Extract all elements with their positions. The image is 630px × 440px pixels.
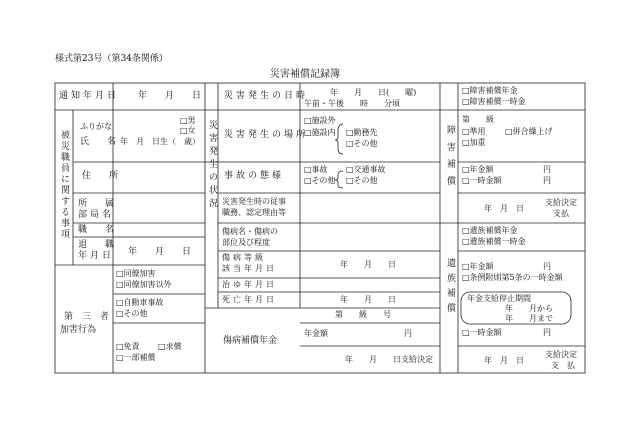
disability-annual-checkbox[interactable]: □年金額 bbox=[462, 165, 494, 174]
bereaved-lump-checkbox[interactable]: □遺族補償一時金 bbox=[462, 237, 526, 246]
inside-checkbox[interactable]: □施設内 bbox=[304, 128, 336, 137]
death-label: 死亡年月日 bbox=[222, 295, 277, 304]
bereaved-annual-checkbox[interactable]: □年金額 bbox=[462, 262, 494, 271]
partial-checkbox[interactable]: □一部補償 bbox=[116, 353, 156, 362]
retire-date: 年 月 日 bbox=[128, 247, 192, 257]
suspension-from: 年 月から bbox=[505, 304, 553, 313]
disability-side-label: 障害補償 bbox=[445, 125, 455, 193]
form-number: 様式第23号（第34条関係） bbox=[55, 54, 168, 64]
disaster-date-label: 災害発生の日時 bbox=[224, 91, 309, 101]
type-other2-checkbox[interactable]: □その他 bbox=[346, 176, 378, 185]
disaster-side-label: 災害発生の状況 bbox=[207, 120, 217, 211]
pension-yen: 円 bbox=[404, 329, 412, 338]
exempt-checkbox[interactable]: □免責 bbox=[116, 342, 140, 351]
coworker-checkbox[interactable]: □同僚加害 bbox=[116, 269, 156, 278]
page-title: 災害補償記録簿 bbox=[270, 69, 340, 80]
apply-checkbox[interactable]: □準用 bbox=[462, 127, 486, 136]
bereaved-date: 年 月 日 bbox=[484, 356, 524, 365]
sickness-pension-label: 傷病補償年金 bbox=[223, 336, 278, 346]
bereaved-yen-2: 円 bbox=[543, 328, 551, 337]
suspension-period: 年金支給停止期間 bbox=[467, 294, 531, 303]
grade-label-2: 該当年月日 bbox=[222, 264, 277, 273]
disability-date: 年 月 日 bbox=[484, 204, 524, 213]
disability-paid: 支払 bbox=[553, 209, 569, 218]
injury-label-2: 部位及び程度 bbox=[222, 238, 270, 247]
furigana-label: ふりがな bbox=[80, 122, 112, 131]
suspension-to: 年 月まで bbox=[505, 314, 553, 323]
bereaved-yen-1: 円 bbox=[543, 262, 551, 271]
pension-amount-label: 年金額 bbox=[304, 329, 328, 338]
bereaved-pension-checkbox[interactable]: □遺族補償年金 bbox=[462, 226, 518, 235]
name-label: 氏 名 bbox=[80, 137, 117, 147]
merge-checkbox[interactable]: □併合繰上げ bbox=[505, 127, 553, 136]
bereaved-side-label: 遺族補償 bbox=[445, 258, 455, 318]
disability-yen-1: 円 bbox=[543, 165, 551, 174]
supplement-lump-checkbox[interactable]: □条例附則第5条の一時金額 bbox=[462, 273, 563, 282]
disability-decision: 支給決定 bbox=[545, 198, 577, 207]
retire-label-2: 年月日 bbox=[78, 251, 115, 261]
non-coworker-checkbox[interactable]: □同僚加害以外 bbox=[116, 280, 172, 289]
notify-date: 年 月 日 bbox=[138, 91, 202, 101]
place-label: 災害発生の場所 bbox=[224, 130, 309, 140]
accident-checkbox[interactable]: □事故 bbox=[304, 165, 328, 174]
retire-label: 退 職 bbox=[78, 240, 115, 250]
outside-checkbox[interactable]: □施設外 bbox=[304, 116, 336, 125]
cure-label: 治ゆ年月日 bbox=[222, 280, 277, 289]
workplace-checkbox[interactable]: □勤務先 bbox=[346, 128, 378, 137]
accident-type-label: 事故の態様 bbox=[224, 171, 285, 181]
pension-decision: 年 月 日支給決定 bbox=[345, 355, 433, 364]
third-party-label-2: 加害行為 bbox=[60, 325, 97, 335]
place-other-checkbox[interactable]: □その他 bbox=[346, 139, 378, 148]
traffic-checkbox[interactable]: □交通事故 bbox=[346, 165, 386, 174]
third-other-checkbox[interactable]: □その他 bbox=[116, 309, 148, 318]
injury-label: 傷病名・傷病の bbox=[222, 227, 278, 236]
post-label: 職 名 bbox=[78, 225, 115, 235]
notify-label: 通知年月日 bbox=[59, 91, 120, 101]
address-label: 住 所 bbox=[82, 171, 119, 181]
bereaved-decision: 支給決定 bbox=[545, 350, 577, 359]
car-accident-checkbox[interactable]: □自動車事故 bbox=[116, 298, 164, 307]
male-checkbox[interactable]: □男 bbox=[180, 116, 196, 125]
disability-grade: 第 級 bbox=[462, 115, 494, 124]
female-checkbox[interactable]: □女 bbox=[180, 126, 196, 135]
type-other-checkbox[interactable]: □その他 bbox=[304, 176, 336, 185]
claim-checkbox[interactable]: □求償 bbox=[158, 342, 182, 351]
victim-side-label: 被災職員に関する事項 bbox=[59, 130, 69, 240]
disability-yen-2: 円 bbox=[543, 176, 551, 185]
disability-pension-checkbox[interactable]: □障害補償年金 bbox=[462, 86, 518, 95]
duty-label-2: 職務、認定理由等 bbox=[222, 208, 286, 217]
disability-lump-amount-checkbox[interactable]: □一時金額 bbox=[462, 176, 502, 185]
pension-grade: 第 級 号 bbox=[335, 310, 391, 319]
grade-date: 年 月 日 bbox=[340, 260, 396, 269]
dept-label-2: 部局名 bbox=[78, 210, 115, 220]
aggravate-checkbox[interactable]: □加重 bbox=[462, 138, 486, 147]
duty-label: 災害発生時の従事 bbox=[222, 197, 286, 206]
disaster-time: 午前・午後 時 分頃 bbox=[304, 99, 400, 108]
bereaved-paid: 支 払 bbox=[551, 361, 575, 370]
grade-label: 傷病等級 bbox=[222, 253, 266, 262]
death-date: 年 月 日 bbox=[340, 295, 396, 304]
disaster-date: 年 月 日( 曜) bbox=[330, 88, 417, 97]
disability-lump-checkbox[interactable]: □障害補償一時金 bbox=[462, 97, 526, 106]
bereaved-lump-amount-checkbox[interactable]: □一時金額 bbox=[462, 328, 502, 337]
third-party-label: 第 三 者 bbox=[64, 312, 110, 322]
dept-label: 所 属 bbox=[78, 199, 115, 209]
birth-date: 年 月 日生（ 歳） bbox=[120, 137, 200, 146]
